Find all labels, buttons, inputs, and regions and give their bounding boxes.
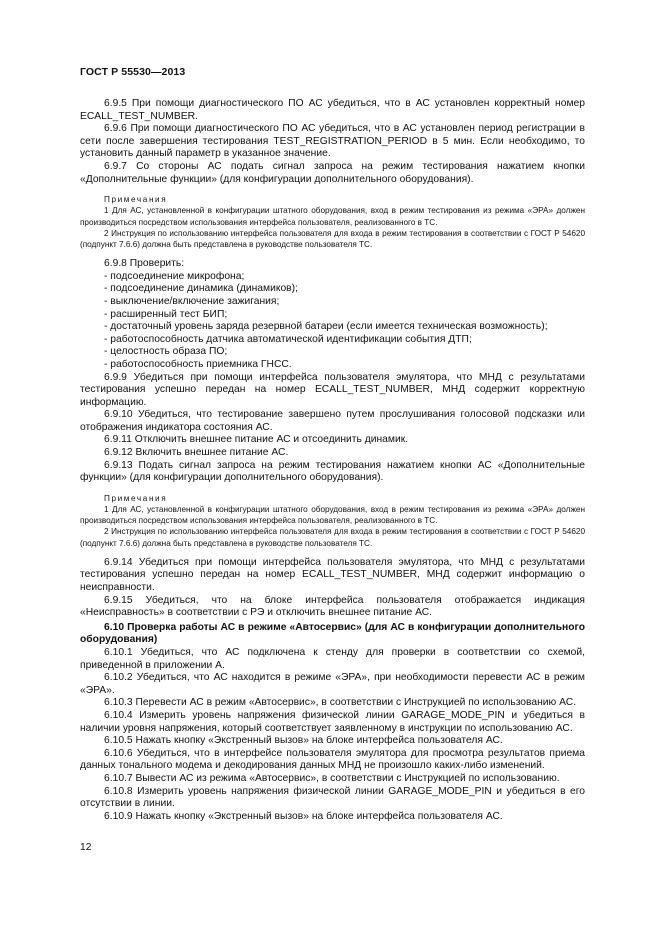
clause-6-10-7: 6.10.7 Вывести АС из режима «Автосервис», в соответствии с Инструкцией по использованию. <box>104 772 560 784</box>
clause-6-10-6: 6.10.6 Убедиться, что в интерфейсе пользователя эмулятора для просмотра результатов приема данных тонального модема и декодирования данных МНД не произошло каких-либо изменений. <box>80 747 585 772</box>
notes-title: Примечания <box>104 195 168 205</box>
clause-6-10-9: 6.10.9 Нажать кнопку «Экстренный вызов» на блоке интерфейса пользователя АС. <box>104 810 503 822</box>
clause-6-9-15: 6.9.15 Убедиться, что на блоке интерфейса пользователя отображается индикация «Неисправность» в соответствии с РЭ и отключить внешнее питание АС. <box>80 594 585 619</box>
document-header: ГОСТ Р 55530—2013 <box>80 66 186 78</box>
document-body <box>80 98 585 823</box>
clause-6-10-5: 6.10.5 Нажать кнопку «Экстренный вызов» на блоке интерфейса пользователя АС. <box>104 735 503 747</box>
list-item: - подсоединение динамика (динамиков); <box>104 283 298 295</box>
list-item: - выключение/включение зажигания; <box>104 295 280 307</box>
clause-6-10-1: 6.10.1 Убедиться, что АС подключена к стенду для проверки в соответствии со схемой, приведенной в приложении А. <box>80 647 585 671</box>
clause-6-9-5: 6.9.5 При помощи диагностического ПО АС убедиться, что в АС установлен корректный номер ECALL_TEST_NUMBER. <box>80 98 585 122</box>
note-item: 1 Для АС, установленной в конфигурации штатного оборудования, вход в режим тестирования из режима «ЭРА» должен производиться посредством использования интерфейса пользователя, реализованного в ТС. <box>80 505 585 526</box>
clause-6-9-8: 6.9.8 Проверить: <box>104 258 185 270</box>
clause-6-9-10: 6.9.10 Убедиться, что тестирование завершено путем прослушивания голосовой подсказки или отображения индикатора состояния АС. <box>80 409 585 433</box>
list-item: - работоспособность датчика автоматической идентификации события ДТП; <box>104 333 472 345</box>
clause-6-9-12: 6.9.12 Включить внешнее питание АС. <box>104 447 289 459</box>
section-heading-6-10: 6.10 Проверка работы АС в режиме «Автосервис» (для АС в конфигурации дополнительного оборудования) <box>80 621 585 646</box>
clause-6-10-8: 6.10.8 Измерить уровень напряжения физической линии GARAGE_MODE_PIN и убедиться в его отсутствии в линии. <box>80 785 585 810</box>
notes-block-2 <box>80 493 585 549</box>
note-item: 1 Для АС, установленной в конфигурации штатного оборудования, вход в режим тестирования из режима «ЭРА» должен производиться посредством использования интерфейса пользователя, реализованного в ТС. <box>80 206 585 227</box>
clause-6-9-9: 6.9.9 Убедиться при помощи интерфейса пользователя эмулятора, что МНД с результатами тестирования успешно передан на номер ECALL_TEST_NUMBER, МНД содержит корректную информацию. <box>80 371 585 408</box>
note-item: 2 Инструкция по использованию интерфейса пользователя для входа в режим тестирования в соответствии с ГОСТ Р 54620 (подпункт 7.6.6) должна быть представлена в руководстве пользователя ТС. <box>80 527 585 548</box>
notes-block-1 <box>80 194 585 250</box>
list-item: - целостность образа ПО; <box>104 346 228 358</box>
clause-6-9-6: 6.9.6 При помощи диагностического ПО АС убедиться, что в АС установлен период регистрации в сети после завершения тестирования TEST_REGISTRATION_PERIOD в 5 мин. Если необходимо, то установить данный параметр в указанное значение. <box>80 123 585 160</box>
list-item: - работоспособность приемника ГНСС. <box>104 358 292 370</box>
page-number: 12 <box>80 842 92 853</box>
list-item: - подсоединение микрофона; <box>104 270 245 282</box>
clause-6-9-11: 6.9.11 Отключить внешнее питание АС и отсоединить динамик. <box>104 434 409 446</box>
clause-6-10-2: 6.10.2 Убедиться, что АС находится в режиме «ЭРА», при необходимости перевести АС в режим «ЭРА». <box>80 672 585 696</box>
clause-6-9-13: 6.9.13 Подать сигнал запроса на режим тестирования нажатием кнопки АС «Дополнительные функции» (для конфигурации дополнительного оборудования). <box>80 459 585 484</box>
clause-6-10-4: 6.10.4 Измерить уровень напряжения физической линии GARAGE_MODE_PIN и убедиться в наличии уровня напряжения, который соответствует заявленному в инструкции по использованию АС. <box>80 710 585 734</box>
clause-6-9-7: 6.9.7 Со стороны АС подать сигнал запроса на режим тестирования нажатием кнопки «Дополнительные функции» (для конфигурации дополнительного оборудования). <box>80 160 585 185</box>
notes-title: Примечания <box>104 493 168 503</box>
list-item: - достаточный уровень заряда резервной батареи (если имеется техническая возможность); <box>104 321 548 333</box>
clause-6-9-14: 6.9.14 Убедиться при помощи интерфейса пользователя эмулятора, что МНД с результатами тестирования успешно передан на номер ECALL_TEST_NUMBER, МНД содержит информацию о неисправности. <box>80 556 585 594</box>
clause-6-10-3: 6.10.3 Перевести АС в режим «Автосервис», в соответствии с Инструкцией по использованию АС. <box>104 697 577 709</box>
list-item: - расширенный тест БИП; <box>104 308 228 320</box>
note-item: 2 Инструкция по использованию интерфейса пользователя для входа в режим тестирования в соответствии с ГОСТ Р 54620 (подпункт 7.6.6) должна быть представлена в руководстве пользователя ТС. <box>80 228 585 249</box>
